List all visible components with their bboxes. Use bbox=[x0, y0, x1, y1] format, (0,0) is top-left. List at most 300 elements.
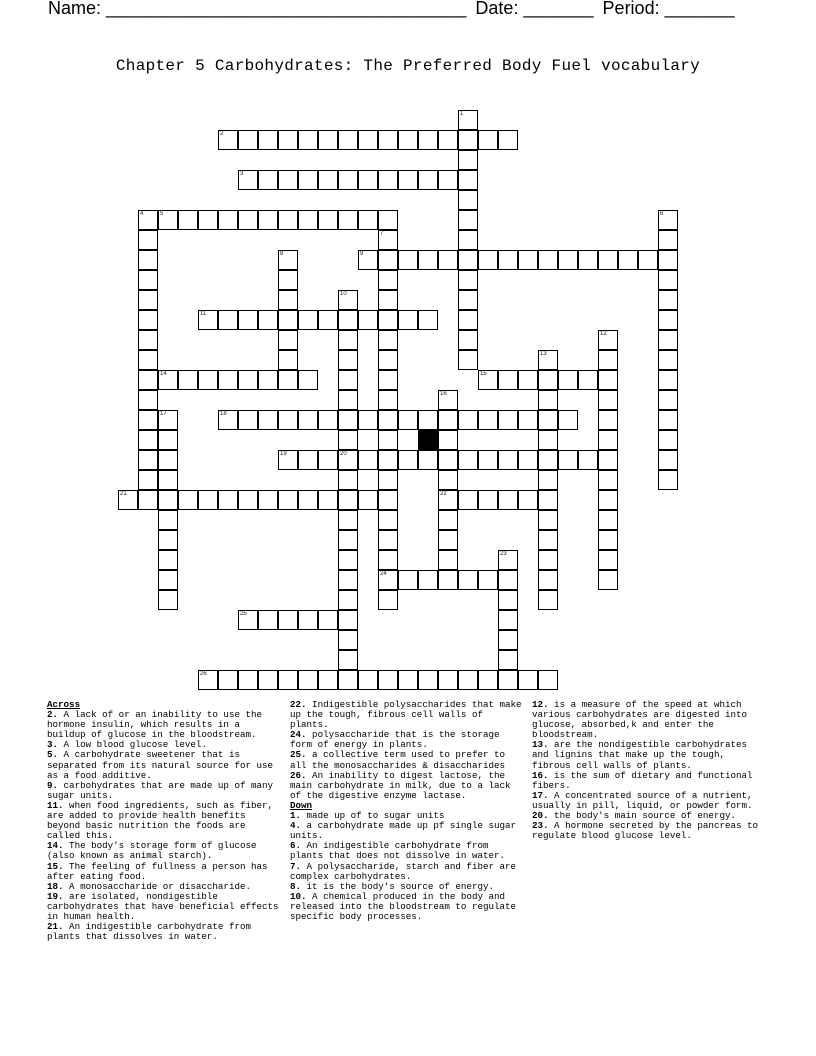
grid-cell[interactable] bbox=[498, 590, 518, 610]
grid-cell[interactable] bbox=[458, 450, 478, 470]
clue-number: 11. bbox=[47, 799, 64, 811]
grid-cell[interactable] bbox=[458, 130, 478, 150]
grid-cell[interactable] bbox=[658, 350, 678, 370]
grid-cell[interactable] bbox=[418, 410, 438, 430]
grid-cell[interactable] bbox=[378, 230, 398, 250]
grid-cell[interactable] bbox=[238, 130, 258, 150]
grid-cell[interactable] bbox=[338, 330, 358, 350]
grid-cell[interactable] bbox=[518, 410, 538, 430]
grid-cell[interactable] bbox=[658, 250, 678, 270]
grid-cell[interactable] bbox=[138, 390, 158, 410]
grid-cell[interactable] bbox=[398, 130, 418, 150]
grid-cell[interactable] bbox=[278, 210, 298, 230]
grid-cell[interactable] bbox=[258, 370, 278, 390]
grid-cell[interactable] bbox=[158, 410, 178, 430]
grid-cell[interactable] bbox=[458, 290, 478, 310]
grid-cell[interactable] bbox=[138, 230, 158, 250]
grid-cell[interactable] bbox=[558, 250, 578, 270]
grid-cell[interactable] bbox=[358, 450, 378, 470]
grid-cell[interactable] bbox=[218, 670, 238, 690]
grid-cell[interactable] bbox=[218, 490, 238, 510]
grid-cell[interactable] bbox=[658, 230, 678, 250]
grid-cell[interactable] bbox=[438, 430, 458, 450]
grid-cell[interactable] bbox=[378, 510, 398, 530]
grid-cell[interactable] bbox=[398, 170, 418, 190]
grid-cell[interactable] bbox=[498, 410, 518, 430]
grid-cell[interactable] bbox=[278, 370, 298, 390]
grid-cell[interactable] bbox=[438, 390, 458, 410]
grid-cell[interactable] bbox=[458, 490, 478, 510]
grid-cell[interactable] bbox=[478, 570, 498, 590]
grid-cell[interactable] bbox=[338, 590, 358, 610]
grid-cell[interactable] bbox=[498, 250, 518, 270]
grid-cell[interactable] bbox=[338, 510, 358, 530]
grid-cell[interactable] bbox=[218, 370, 238, 390]
grid-cell[interactable] bbox=[518, 490, 538, 510]
grid-cell[interactable] bbox=[218, 130, 238, 150]
grid-cell[interactable] bbox=[338, 670, 358, 690]
grid-cell[interactable] bbox=[458, 350, 478, 370]
grid-cell[interactable] bbox=[458, 190, 478, 210]
grid-cell[interactable] bbox=[138, 350, 158, 370]
grid-cell[interactable] bbox=[238, 170, 258, 190]
grid-cell[interactable] bbox=[218, 210, 238, 230]
grid-cell[interactable] bbox=[658, 330, 678, 350]
grid-cell[interactable] bbox=[598, 430, 618, 450]
grid-cell[interactable] bbox=[318, 450, 338, 470]
name-field[interactable]: Name: ____________________________________ bbox=[48, 0, 467, 18]
grid-cell[interactable] bbox=[338, 170, 358, 190]
grid-cell[interactable] bbox=[438, 450, 458, 470]
grid-cell[interactable] bbox=[538, 410, 558, 430]
grid-cell[interactable] bbox=[658, 270, 678, 290]
grid-cell[interactable] bbox=[318, 170, 338, 190]
grid-cell[interactable] bbox=[278, 290, 298, 310]
grid-cell[interactable] bbox=[138, 370, 158, 390]
grid-cell[interactable] bbox=[158, 530, 178, 550]
grid-cell[interactable] bbox=[138, 210, 158, 230]
clue-text: A low blood glucose level. bbox=[58, 739, 207, 751]
grid-cell[interactable] bbox=[538, 530, 558, 550]
grid-cell[interactable] bbox=[198, 310, 218, 330]
grid-cell[interactable] bbox=[298, 210, 318, 230]
grid-cell[interactable] bbox=[458, 110, 478, 130]
across-clue bbox=[47, 862, 279, 882]
grid-cell[interactable] bbox=[598, 250, 618, 270]
grid-cell[interactable] bbox=[238, 490, 258, 510]
across-clue bbox=[47, 801, 279, 841]
grid-cell[interactable] bbox=[498, 650, 518, 670]
grid-cell[interactable] bbox=[658, 450, 678, 470]
clue-number: 19 bbox=[280, 451, 287, 457]
grid-cell[interactable] bbox=[598, 570, 618, 590]
grid-cell[interactable] bbox=[158, 570, 178, 590]
grid-cell[interactable] bbox=[398, 450, 418, 470]
grid-cell[interactable] bbox=[598, 390, 618, 410]
grid-cell[interactable] bbox=[258, 670, 278, 690]
grid-cell[interactable] bbox=[598, 410, 618, 430]
grid-cell[interactable] bbox=[378, 550, 398, 570]
grid-cell[interactable] bbox=[578, 370, 598, 390]
grid-cell[interactable] bbox=[338, 290, 358, 310]
clue-number: 13 bbox=[540, 351, 547, 357]
grid-cell[interactable] bbox=[498, 570, 518, 590]
grid-cell[interactable] bbox=[438, 250, 458, 270]
grid-cell[interactable] bbox=[418, 250, 438, 270]
grid-cell[interactable] bbox=[378, 570, 398, 590]
grid-cell[interactable] bbox=[658, 430, 678, 450]
grid-cell[interactable] bbox=[478, 410, 498, 430]
grid-cell[interactable] bbox=[418, 310, 438, 330]
grid-cell[interactable] bbox=[258, 210, 278, 230]
grid-cell[interactable] bbox=[478, 450, 498, 470]
grid-cell[interactable] bbox=[598, 470, 618, 490]
grid-cell[interactable] bbox=[378, 390, 398, 410]
grid-cell[interactable] bbox=[298, 170, 318, 190]
grid-cell[interactable] bbox=[418, 570, 438, 590]
grid-cell[interactable] bbox=[518, 450, 538, 470]
grid-cell[interactable] bbox=[538, 570, 558, 590]
grid-cell[interactable] bbox=[138, 270, 158, 290]
grid-cell[interactable] bbox=[138, 450, 158, 470]
grid-cell[interactable] bbox=[298, 670, 318, 690]
grid-cell[interactable] bbox=[518, 670, 538, 690]
grid-cell[interactable] bbox=[538, 470, 558, 490]
grid-cell[interactable] bbox=[358, 170, 378, 190]
clue-number: 4. bbox=[290, 820, 302, 832]
grid-cell[interactable] bbox=[198, 370, 218, 390]
grid-cell[interactable] bbox=[498, 670, 518, 690]
grid-cell[interactable] bbox=[278, 250, 298, 270]
grid-cell[interactable] bbox=[318, 310, 338, 330]
grid-cell[interactable] bbox=[498, 610, 518, 630]
grid-cell[interactable] bbox=[178, 370, 198, 390]
grid-cell[interactable] bbox=[558, 450, 578, 470]
grid-cell[interactable] bbox=[318, 490, 338, 510]
grid-cell[interactable] bbox=[478, 670, 498, 690]
grid-cell[interactable] bbox=[518, 250, 538, 270]
grid-cell[interactable] bbox=[358, 210, 378, 230]
grid-cell[interactable] bbox=[378, 430, 398, 450]
grid-cell[interactable] bbox=[258, 310, 278, 330]
grid-cell[interactable] bbox=[138, 330, 158, 350]
grid-cell[interactable] bbox=[338, 470, 358, 490]
grid-cell[interactable] bbox=[658, 410, 678, 430]
grid-cell[interactable] bbox=[498, 550, 518, 570]
grid-cell[interactable] bbox=[538, 390, 558, 410]
grid-cell[interactable] bbox=[238, 610, 258, 630]
grid-cell[interactable] bbox=[558, 410, 578, 430]
grid-cell[interactable] bbox=[238, 310, 258, 330]
grid-cell[interactable] bbox=[438, 550, 458, 570]
grid-cell[interactable] bbox=[378, 410, 398, 430]
grid-cell[interactable] bbox=[218, 410, 238, 430]
grid-cell[interactable] bbox=[198, 210, 218, 230]
grid-cell[interactable] bbox=[358, 670, 378, 690]
grid-cell[interactable] bbox=[198, 670, 218, 690]
grid-cell[interactable] bbox=[398, 670, 418, 690]
grid-cell[interactable] bbox=[378, 330, 398, 350]
grid-cell[interactable] bbox=[418, 450, 438, 470]
across-clue bbox=[47, 892, 279, 922]
grid-cell[interactable] bbox=[278, 410, 298, 430]
grid-cell[interactable] bbox=[278, 610, 298, 630]
period-field[interactable]: Period: _______ bbox=[602, 0, 735, 18]
clue-number: 15. bbox=[47, 860, 64, 872]
grid-cell[interactable] bbox=[378, 270, 398, 290]
grid-cell[interactable] bbox=[378, 450, 398, 470]
grid-cell[interactable] bbox=[398, 570, 418, 590]
grid-cell[interactable] bbox=[438, 530, 458, 550]
grid-cell[interactable] bbox=[398, 410, 418, 430]
grid-cell[interactable] bbox=[378, 470, 398, 490]
grid-cell[interactable] bbox=[158, 510, 178, 530]
grid-cell[interactable] bbox=[338, 570, 358, 590]
grid-cell[interactable] bbox=[378, 210, 398, 230]
grid-cell[interactable] bbox=[378, 590, 398, 610]
grid-cell[interactable] bbox=[318, 210, 338, 230]
grid-cell[interactable] bbox=[458, 250, 478, 270]
grid-cell[interactable] bbox=[438, 670, 458, 690]
grid-cell[interactable] bbox=[238, 410, 258, 430]
grid-cell[interactable] bbox=[378, 370, 398, 390]
grid-cell[interactable] bbox=[458, 410, 478, 430]
grid-cell[interactable] bbox=[238, 370, 258, 390]
grid-cell[interactable] bbox=[378, 290, 398, 310]
grid-cell[interactable] bbox=[338, 610, 358, 630]
grid-cell[interactable] bbox=[338, 210, 358, 230]
grid-cell[interactable] bbox=[478, 490, 498, 510]
grid-cell[interactable] bbox=[598, 490, 618, 510]
grid-cell[interactable] bbox=[378, 670, 398, 690]
grid-cell[interactable] bbox=[158, 450, 178, 470]
grid-cell[interactable] bbox=[358, 410, 378, 430]
grid-cell[interactable] bbox=[338, 370, 358, 390]
grid-cell[interactable] bbox=[258, 610, 278, 630]
grid-cell[interactable] bbox=[298, 310, 318, 330]
grid-cell[interactable] bbox=[338, 450, 358, 470]
grid-cell[interactable] bbox=[158, 470, 178, 490]
grid-cell[interactable] bbox=[338, 350, 358, 370]
grid-cell[interactable] bbox=[298, 450, 318, 470]
grid-cell[interactable] bbox=[318, 130, 338, 150]
grid-cell[interactable] bbox=[398, 310, 418, 330]
grid-cell[interactable] bbox=[338, 390, 358, 410]
grid-cell[interactable] bbox=[118, 490, 138, 510]
grid-cell[interactable] bbox=[538, 670, 558, 690]
grid-cell[interactable] bbox=[218, 310, 238, 330]
grid-cell[interactable] bbox=[378, 130, 398, 150]
grid-cell[interactable] bbox=[418, 670, 438, 690]
grid-cell[interactable] bbox=[458, 210, 478, 230]
grid-cell[interactable] bbox=[158, 590, 178, 610]
clue-number: 6 bbox=[660, 211, 664, 217]
clue-number: 16 bbox=[440, 391, 447, 397]
grid-cell[interactable] bbox=[278, 130, 298, 150]
grid-cell[interactable] bbox=[338, 550, 358, 570]
grid-cell[interactable] bbox=[598, 330, 618, 350]
grid-cell[interactable] bbox=[438, 410, 458, 430]
grid-cell[interactable] bbox=[458, 670, 478, 690]
grid-cell[interactable] bbox=[338, 530, 358, 550]
grid-cell[interactable] bbox=[138, 430, 158, 450]
grid-cell[interactable] bbox=[338, 630, 358, 650]
grid-cell[interactable] bbox=[298, 370, 318, 390]
grid-cell[interactable] bbox=[658, 290, 678, 310]
grid-cell[interactable] bbox=[538, 450, 558, 470]
grid-cell[interactable] bbox=[138, 310, 158, 330]
grid-cell[interactable] bbox=[418, 170, 438, 190]
grid-cell[interactable] bbox=[138, 470, 158, 490]
grid-cell[interactable] bbox=[638, 250, 658, 270]
grid-cell[interactable] bbox=[198, 490, 218, 510]
across-clue bbox=[47, 710, 279, 740]
grid-cell[interactable] bbox=[498, 450, 518, 470]
grid-cell[interactable] bbox=[298, 130, 318, 150]
grid-cell[interactable] bbox=[598, 350, 618, 370]
grid-cell[interactable] bbox=[338, 310, 358, 330]
grid-cell[interactable] bbox=[138, 490, 158, 510]
grid-cell[interactable] bbox=[158, 210, 178, 230]
grid-cell[interactable] bbox=[318, 670, 338, 690]
grid-cell[interactable] bbox=[138, 410, 158, 430]
grid-cell[interactable] bbox=[598, 450, 618, 470]
grid-cell[interactable] bbox=[578, 250, 598, 270]
grid-cell[interactable] bbox=[398, 250, 418, 270]
grid-cell[interactable] bbox=[258, 170, 278, 190]
grid-cell[interactable] bbox=[278, 350, 298, 370]
grid-cell[interactable] bbox=[558, 370, 578, 390]
down-clue bbox=[532, 821, 764, 841]
grid-cell[interactable] bbox=[358, 250, 378, 270]
grid-cell[interactable] bbox=[338, 410, 358, 430]
grid-cell[interactable] bbox=[538, 510, 558, 530]
grid-cell[interactable] bbox=[358, 490, 378, 510]
grid-cell[interactable] bbox=[658, 370, 678, 390]
grid-cell[interactable] bbox=[298, 610, 318, 630]
grid-cell[interactable] bbox=[438, 170, 458, 190]
clue-number: 24. bbox=[290, 729, 307, 741]
grid-cell[interactable] bbox=[378, 310, 398, 330]
grid-cell[interactable] bbox=[498, 370, 518, 390]
grid-cell[interactable] bbox=[518, 370, 538, 390]
grid-cell[interactable] bbox=[598, 550, 618, 570]
grid-cell[interactable] bbox=[458, 150, 478, 170]
grid-cell[interactable] bbox=[298, 410, 318, 430]
grid-cell[interactable] bbox=[238, 670, 258, 690]
grid-cell[interactable] bbox=[298, 490, 318, 510]
grid-cell[interactable] bbox=[538, 250, 558, 270]
grid-cell[interactable] bbox=[658, 470, 678, 490]
grid-cell[interactable] bbox=[438, 510, 458, 530]
grid-cell[interactable] bbox=[138, 250, 158, 270]
clue-text: A monosaccharide or disaccharide. bbox=[63, 880, 252, 892]
clue-text: a collective term used to prefer to all the monosaccharides & disaccharides bbox=[290, 749, 506, 771]
clues-column-3 bbox=[532, 700, 764, 841]
grid-cell[interactable] bbox=[378, 530, 398, 550]
grid-cell[interactable] bbox=[358, 130, 378, 150]
grid-cell[interactable] bbox=[258, 490, 278, 510]
grid-cell[interactable] bbox=[478, 370, 498, 390]
grid-cell[interactable] bbox=[278, 170, 298, 190]
grid-cell[interactable] bbox=[358, 310, 378, 330]
grid-cell[interactable] bbox=[458, 310, 478, 330]
grid-cell[interactable] bbox=[458, 270, 478, 290]
grid-cell[interactable] bbox=[238, 210, 258, 230]
across-clue bbox=[290, 750, 522, 770]
clue-number: 10. bbox=[290, 890, 307, 902]
grid-cell[interactable] bbox=[498, 630, 518, 650]
grid-cell[interactable] bbox=[378, 250, 398, 270]
grid-cell[interactable] bbox=[178, 210, 198, 230]
grid-cell[interactable] bbox=[578, 450, 598, 470]
grid-cell[interactable] bbox=[438, 570, 458, 590]
grid-cell[interactable] bbox=[538, 490, 558, 510]
grid-cell[interactable] bbox=[278, 310, 298, 330]
grid-cell[interactable] bbox=[438, 130, 458, 150]
grid-cell[interactable] bbox=[538, 550, 558, 570]
grid-cell[interactable] bbox=[598, 530, 618, 550]
grid-cell[interactable] bbox=[498, 490, 518, 510]
grid-cell[interactable] bbox=[538, 370, 558, 390]
grid-cell[interactable] bbox=[538, 430, 558, 450]
grid-cell[interactable] bbox=[378, 350, 398, 370]
grid-cell[interactable] bbox=[278, 270, 298, 290]
grid-cell[interactable] bbox=[278, 450, 298, 470]
grid-cell[interactable] bbox=[438, 490, 458, 510]
date-field[interactable]: Date: _______ bbox=[475, 0, 594, 18]
grid-cell[interactable] bbox=[658, 210, 678, 230]
grid-cell[interactable] bbox=[158, 550, 178, 570]
grid-cell[interactable] bbox=[458, 170, 478, 190]
grid-cell[interactable] bbox=[378, 170, 398, 190]
grid-cell[interactable] bbox=[338, 430, 358, 450]
grid-cell[interactable] bbox=[618, 250, 638, 270]
grid-cell[interactable] bbox=[598, 370, 618, 390]
grid-cell[interactable] bbox=[478, 250, 498, 270]
grid-cell[interactable] bbox=[538, 590, 558, 610]
grid-cell[interactable] bbox=[178, 490, 198, 510]
grid-cell[interactable] bbox=[478, 130, 498, 150]
grid-cell[interactable] bbox=[378, 490, 398, 510]
grid-cell[interactable] bbox=[138, 290, 158, 310]
grid-cell[interactable] bbox=[538, 350, 558, 370]
grid-cell[interactable] bbox=[158, 490, 178, 510]
grid-cell[interactable] bbox=[258, 130, 278, 150]
grid-cell[interactable] bbox=[658, 390, 678, 410]
grid-cell[interactable] bbox=[318, 610, 338, 630]
grid-cell[interactable] bbox=[458, 230, 478, 250]
grid-cell[interactable] bbox=[158, 370, 178, 390]
grid-cell[interactable] bbox=[278, 670, 298, 690]
grid-cell[interactable] bbox=[598, 510, 618, 530]
grid-cell[interactable] bbox=[258, 410, 278, 430]
grid-cell[interactable] bbox=[338, 490, 358, 510]
grid-cell[interactable] bbox=[338, 650, 358, 670]
grid-cell[interactable] bbox=[158, 430, 178, 450]
grid-cell[interactable] bbox=[458, 570, 478, 590]
grid-cell[interactable] bbox=[458, 330, 478, 350]
grid-cell[interactable] bbox=[318, 410, 338, 430]
grid-cell[interactable] bbox=[278, 490, 298, 510]
grid-cell[interactable] bbox=[498, 130, 518, 150]
across-clue bbox=[47, 781, 279, 801]
grid-cell[interactable] bbox=[418, 130, 438, 150]
grid-cell[interactable] bbox=[658, 310, 678, 330]
grid-cell[interactable] bbox=[278, 330, 298, 350]
grid-cell[interactable] bbox=[338, 130, 358, 150]
grid-cell[interactable] bbox=[438, 470, 458, 490]
